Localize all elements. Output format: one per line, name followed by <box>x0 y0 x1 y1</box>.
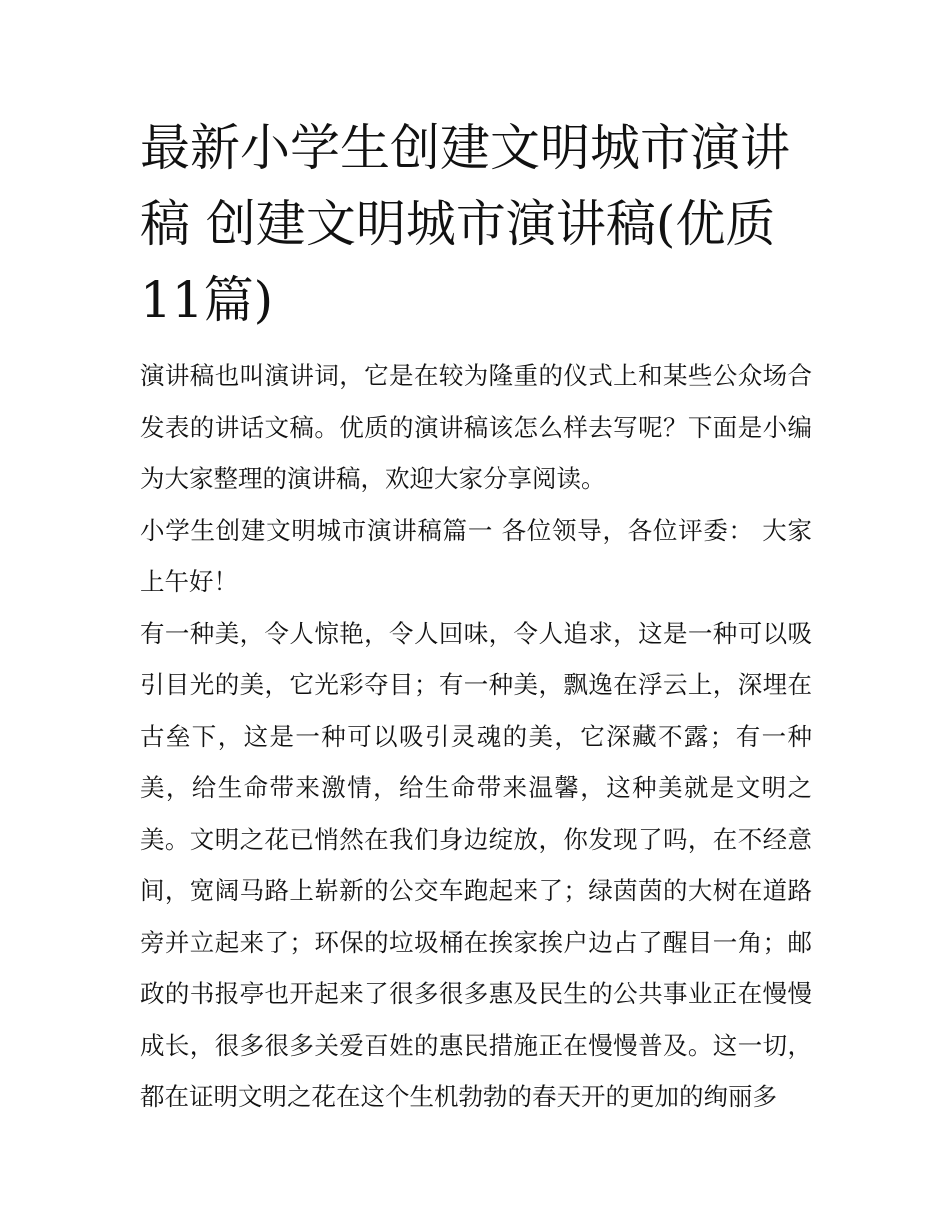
speech-body-paragraph: 有一种美，令人惊艳，令人回味，令人追求，这是一种可以吸引目光的美，它光彩夺目；有一种美，飘逸在浮云上，深埋在古垒下，这是一种可以吸引灵魂的美，它深藏不露；有一种美，给生命带来激情，给生命带来温馨，这种美就是文明之美。文明之花已悄然在我们身边绽放，你发现了吗，在不经意间，宽阔马路上崭新的公交车跑起来了；绿茵茵的大树在道路旁并立起来了；环保的垃圾桶在挨家挨户边占了醒目一角；邮政的书报亭也开起来了很多很多惠及民生的公共事业正在慢慢成长，很多很多关爱百姓的惠民措施正在慢慢普及。这一切，都在证明文明之花在这个生机勃勃的春天开的更加的绚丽多 <box>140 618 812 1111</box>
intro-paragraph: 演讲稿也叫演讲词，它是在较为隆重的仪式上和某些公众场合发表的讲话文稿。优质的演讲稿该怎么样去写呢？下面是小编为大家整理的演讲稿，欢迎大家分享阅读。 <box>140 361 812 493</box>
document-body <box>140 110 812 1123</box>
document-title: 最新小学生创建文明城市演讲稿 创建文明城市演讲稿(优质11篇) <box>140 119 790 329</box>
speech-heading-paragraph: 小学生创建文明城市演讲稿篇一 各位领导，各位评委： 大家上午好！ <box>140 515 812 596</box>
